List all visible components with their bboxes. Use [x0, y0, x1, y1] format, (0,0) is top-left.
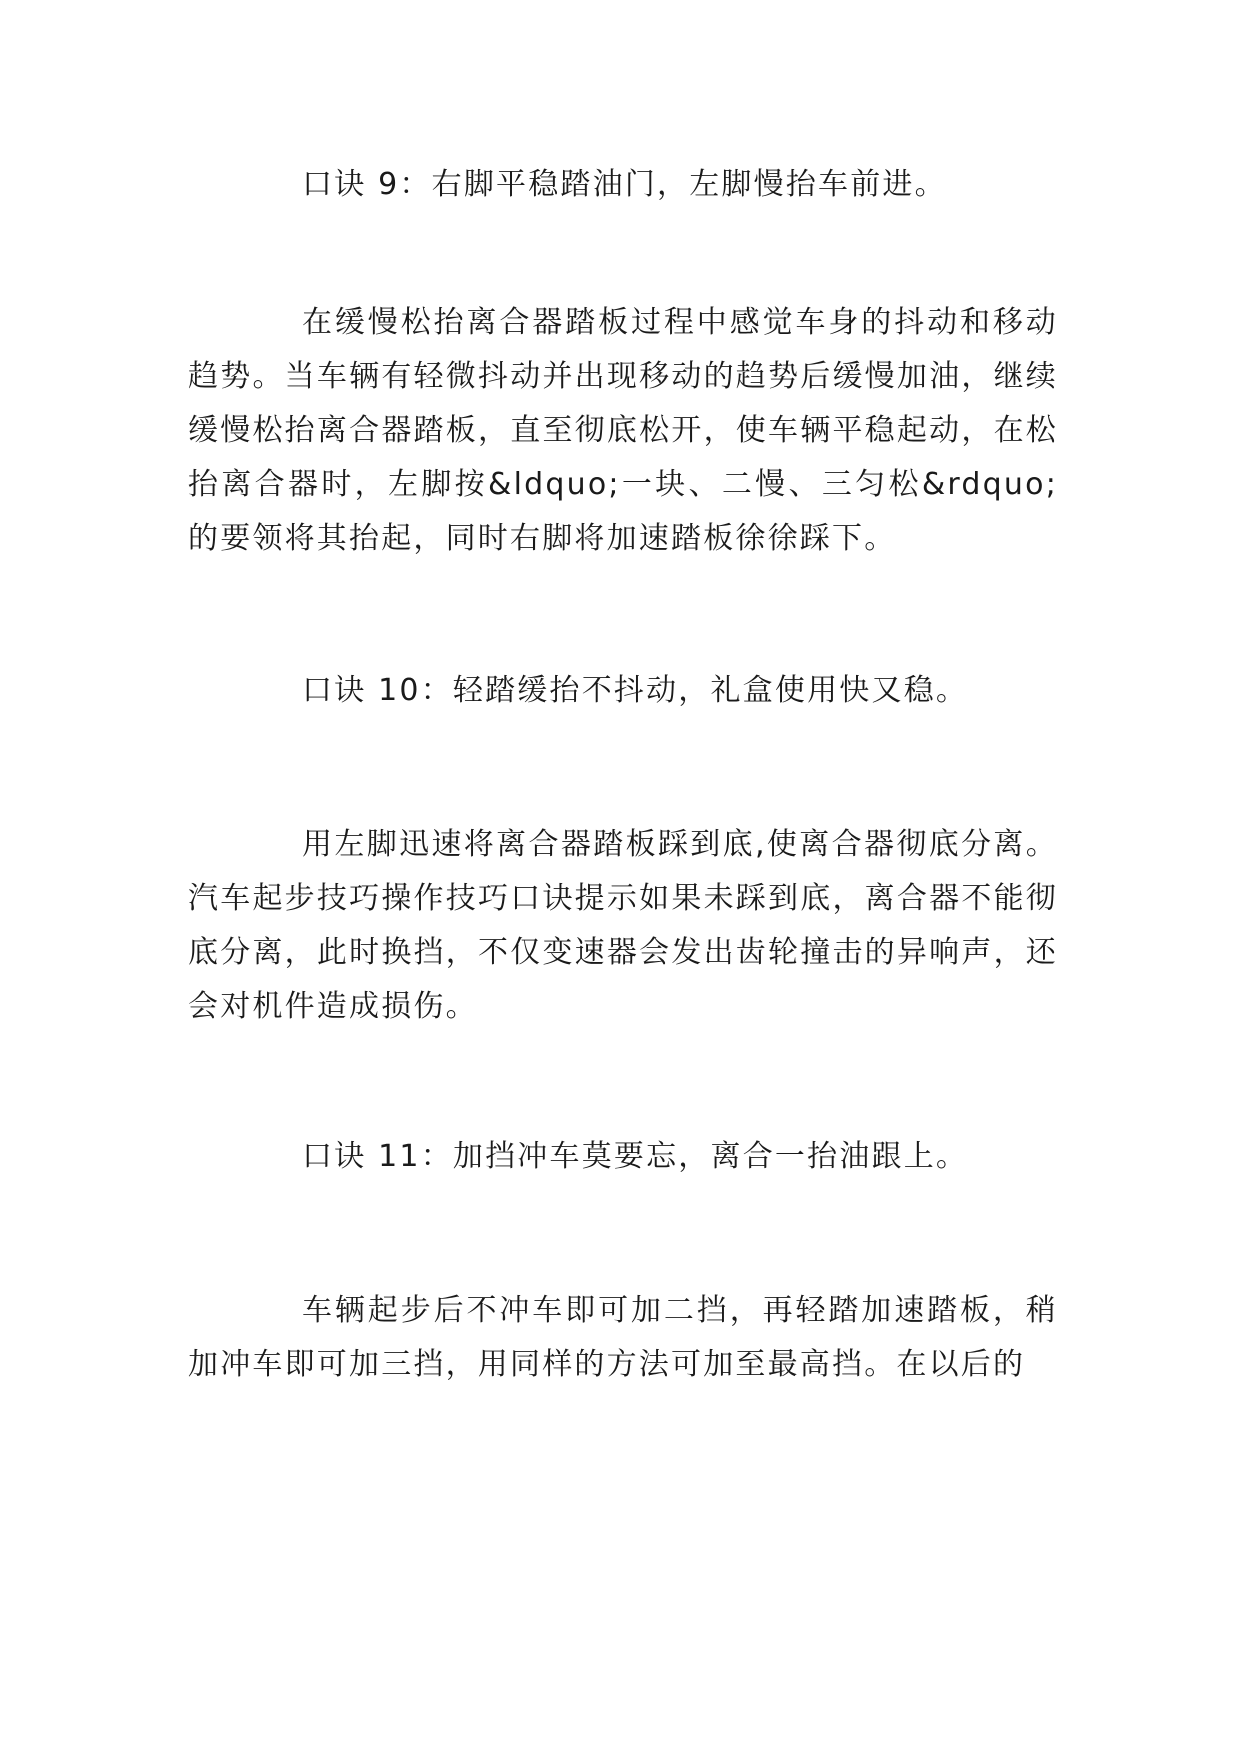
heading-mnemonic-9: 口诀 9：右脚平稳踏油门，左脚慢抬车前进。: [302, 167, 947, 202]
paragraph-clutch-press: 用左脚迅速将离合器踏板踩到底,使离合器彻底分离。汽车起步技巧操作技巧口诀提示如果未踩到底，离合器不能彻底分离，此时换挡，不仅变速器会发出齿轮撞击的异响声，还会对机件造成损伤。: [188, 827, 1058, 1024]
heading-mnemonic-11: 口诀 11：加挡冲车莫要忘，离合一抬油跟上。: [302, 1139, 969, 1174]
paragraph-clutch-release: 在缓慢松抬离合器踏板过程中感觉车身的抖动和移动趋势。当车辆有轻微抖动并出现移动的趋势后缓慢加油，继续缓慢松抬离合器踏板，直至彻底松开，使车辆平稳起动，在松抬离合器时，左脚按&ldquo;一块、二慢、三匀松&rdquo;的要领将其抬起，同时右脚将加速踏板徐徐踩下。: [188, 305, 1058, 556]
heading-mnemonic-10: 口诀 10：轻踏缓抬不抖动，礼盒使用快又稳。: [302, 673, 969, 708]
paragraph-gear-shift: 车辆起步后不冲车即可加二挡，再轻踏加速踏板，稍加冲车即可加三挡，用同样的方法可加至最高挡。在以后的: [188, 1293, 1058, 1382]
